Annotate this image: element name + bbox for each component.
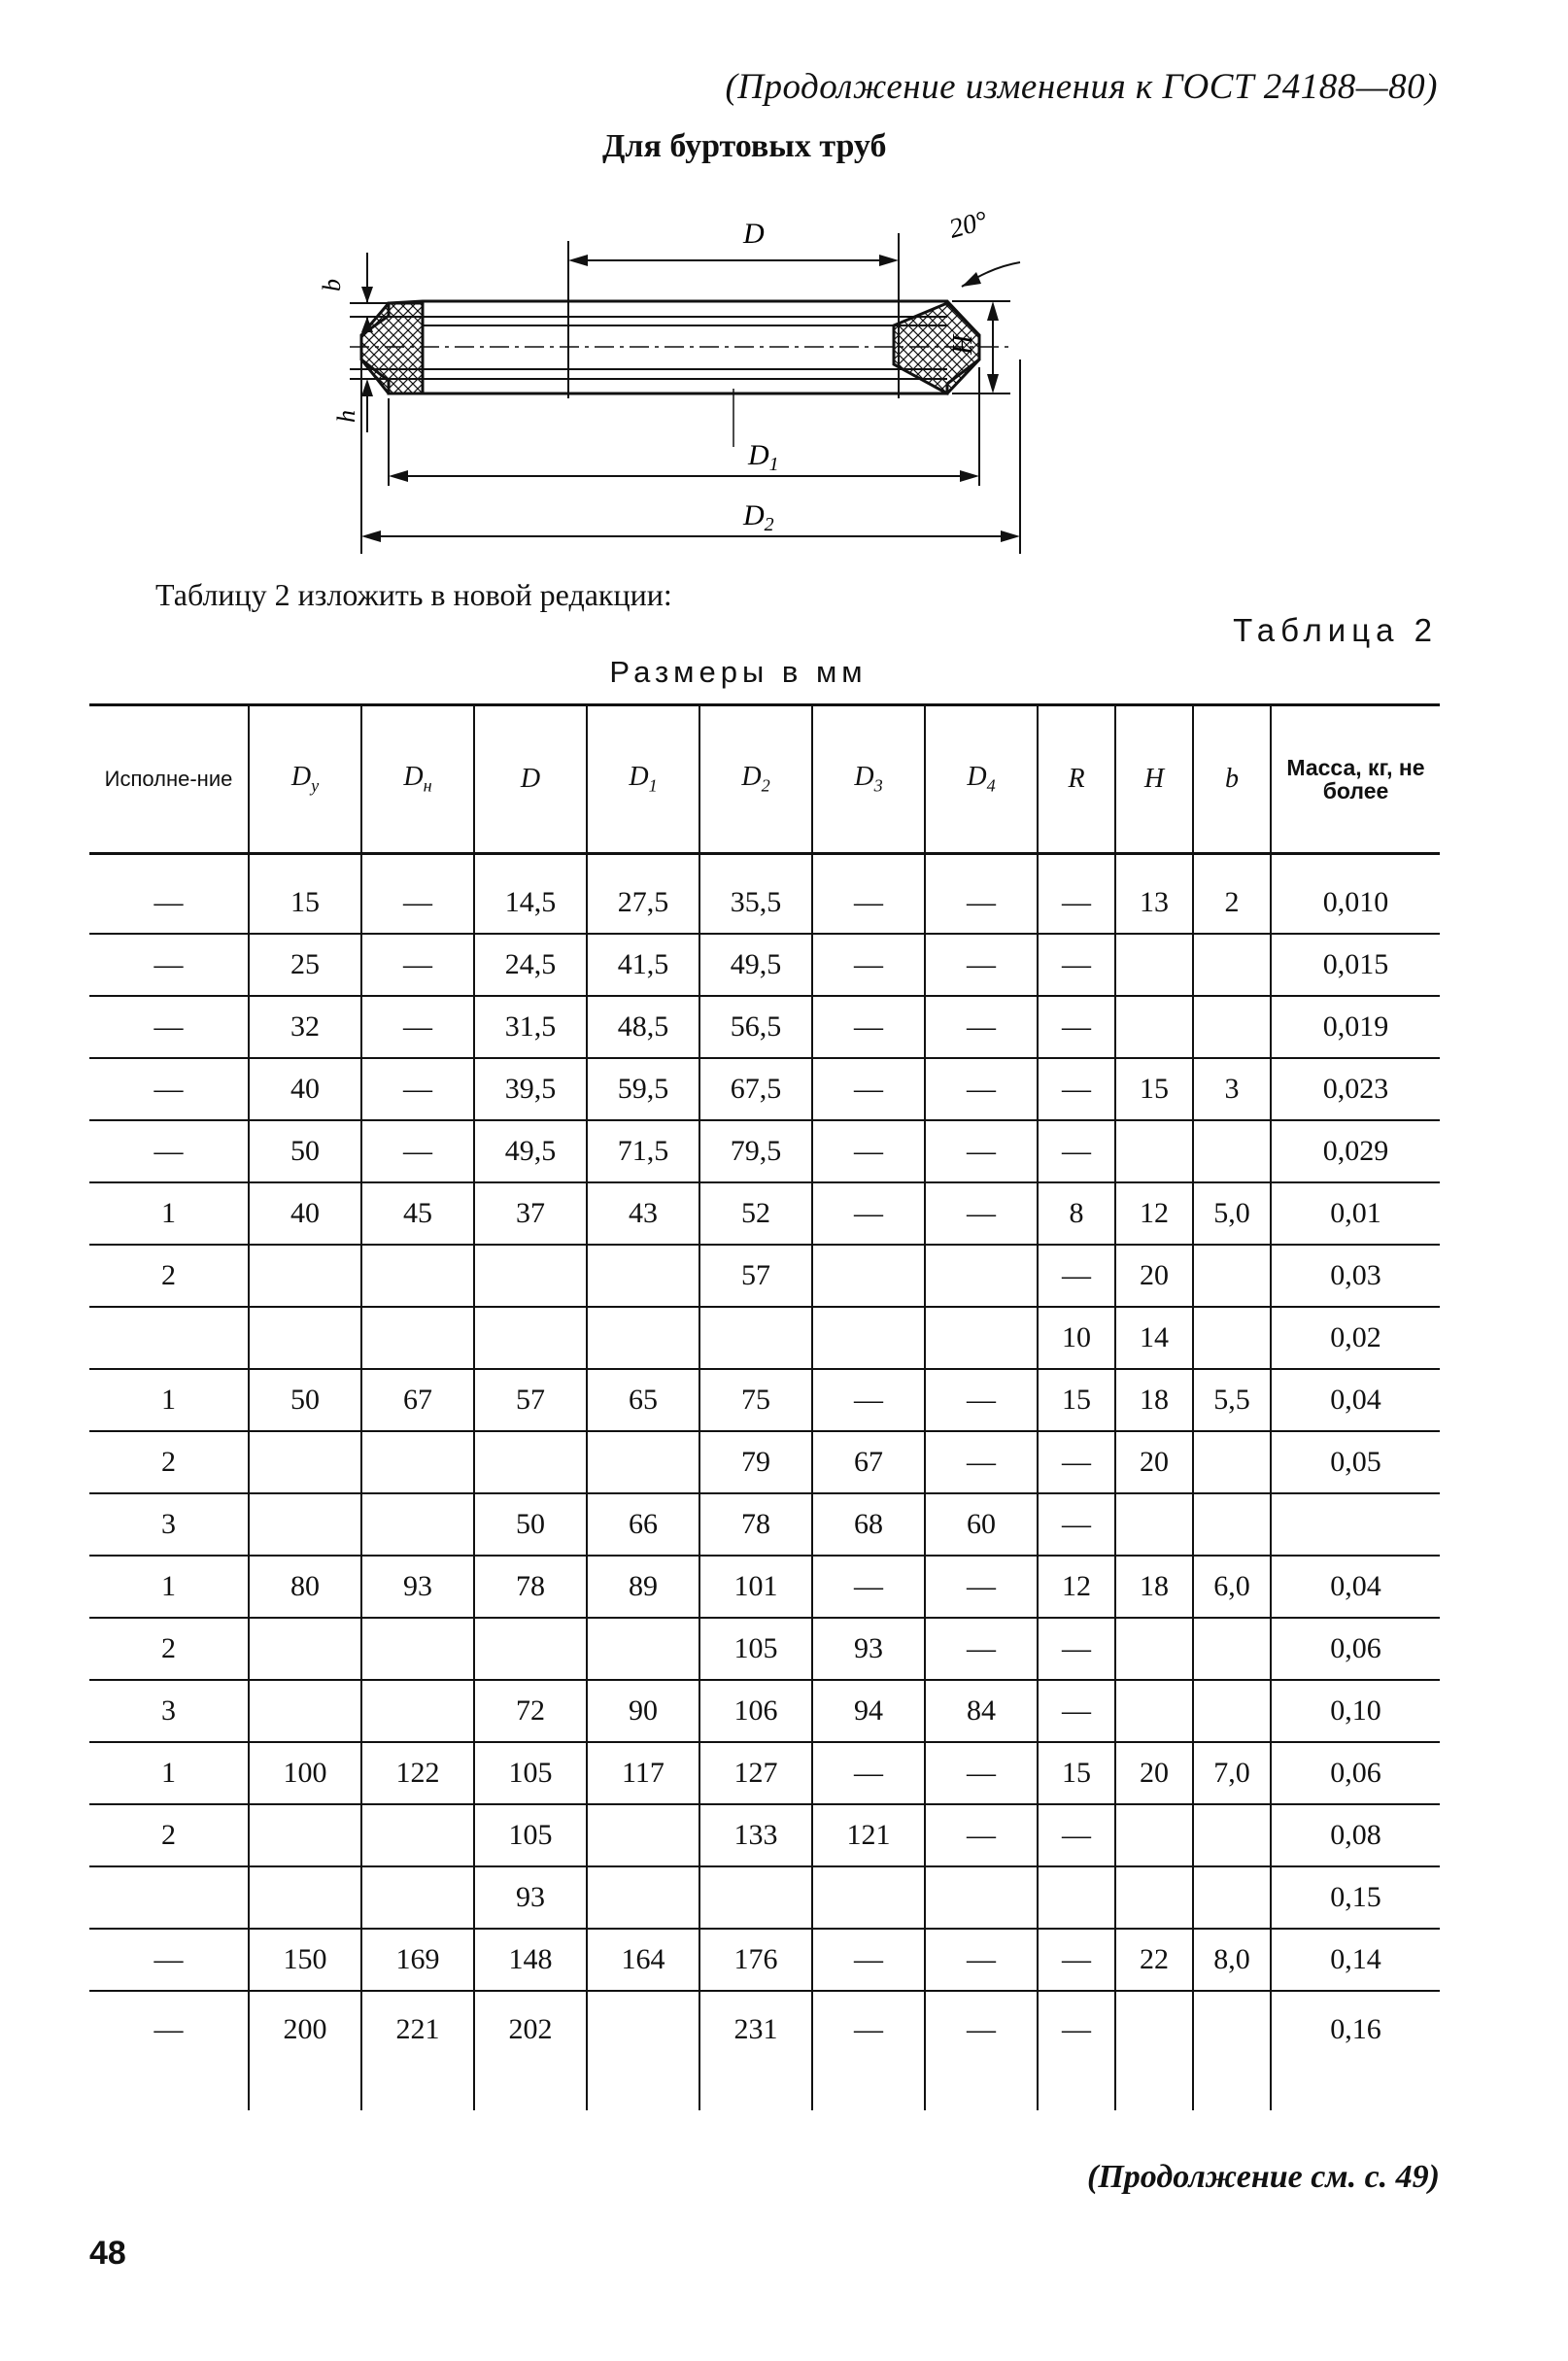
table-cell: — [1038,1245,1115,1307]
table-cell [1193,1245,1271,1307]
table-cell: — [153,2013,184,2045]
gasket-drawing [318,194,1127,573]
table-cell: 7,0 [1193,1742,1271,1804]
table-row [89,1804,1440,1866]
table-label: Таблица 2 [1233,612,1438,648]
table-cell [925,1866,1038,1929]
table-cell: 127 [699,1742,812,1804]
table-row [89,1929,1440,1991]
drawing-title: Для буртовых труб [602,128,887,164]
table-cell: 0,10 [1271,1680,1440,1742]
table-cell: — [925,854,1038,935]
table-cell: 150 [249,1929,361,1991]
table-row [89,1866,1440,1929]
table-cell: 45 [361,1182,474,1245]
table-cell [249,1866,361,1929]
table-cell: — [361,996,474,1058]
table-cell: 0,06 [1271,1618,1440,1680]
table-cell: 105 [699,1618,812,1680]
table-cell [249,1307,361,1369]
table-cell: 10 [1038,1307,1115,1369]
table-cell [1193,1431,1271,1493]
table-cell [587,1307,699,1369]
table-cell [1115,1618,1193,1680]
table-cell [1193,1804,1271,1866]
table-row [89,1058,1440,1120]
table-cell: 14,5 [474,854,587,935]
table-cell [1193,934,1271,996]
table-cell: — [89,854,249,935]
table-cell: 20 [1115,1245,1193,1307]
label-d2: $D_2$ [743,499,774,535]
table-cell: 105 [474,1742,587,1804]
header-d: D [474,705,587,854]
table-cell: — [1038,1991,1115,2110]
table-cell [1115,1120,1193,1182]
table-row [89,1120,1440,1182]
table-cell [1038,1866,1115,1929]
table-cell [1115,1866,1193,1929]
table-cell [1193,1120,1271,1182]
table-cell: 0,029 [1271,1120,1440,1182]
table-cell: 66 [587,1493,699,1556]
table-cell: 221 [361,1991,474,2110]
table-cell [1193,1680,1271,1742]
table-cell [361,1618,474,1680]
table-cell: 2 [89,1804,249,1866]
table-cell: 56,5 [699,996,812,1058]
table-row [89,996,1440,1058]
table-row [89,1307,1440,1369]
table-cell: — [812,1742,925,1804]
table-cell: — [812,1369,925,1431]
label-h: H [948,334,978,355]
header-b: b [1193,705,1271,854]
table-cell: 18 [1115,1369,1193,1431]
table-cell: 18 [1115,1556,1193,1618]
table-cell: 67 [361,1369,474,1431]
table-cell: 49,5 [474,1120,587,1182]
table-cell: 0,023 [1271,1058,1440,1120]
table-cell [812,1245,925,1307]
table-row [89,1182,1440,1245]
header-dn: $D_н$ [361,705,474,854]
table-cell: 71,5 [587,1120,699,1182]
table-cell: — [812,1120,925,1182]
table-cell: 105 [474,1804,587,1866]
header-d2: $D_2$ [699,705,812,854]
table-cell: 50 [474,1493,587,1556]
table-cell: 93 [361,1556,474,1618]
footer-continuation: (Продолжение см. с. 49) [1087,2159,1440,2195]
table-cell: 5,0 [1193,1182,1271,1245]
table-cell: 50 [249,1120,361,1182]
table-cell: 121 [812,1804,925,1866]
table-cell: 148 [474,1929,587,1991]
table-cell [1115,1680,1193,1742]
table-cell [361,1680,474,1742]
table-cell: — [925,1431,1038,1493]
table-cell: 0,01 [1271,1182,1440,1245]
table-cell: 3 [89,1680,249,1742]
table-cell: 15 [1038,1742,1115,1804]
table-cell [249,1245,361,1307]
table-cell: 231 [699,1991,812,2110]
table-cell: — [812,1929,925,1991]
table-cell: 49,5 [699,934,812,996]
table-cell: 22 [1115,1929,1193,1991]
table-row [89,854,1440,935]
table-cell: — [361,934,474,996]
table-cell [587,1804,699,1866]
table-row [89,1369,1440,1431]
table-cell: 0,14 [1271,1929,1440,1991]
table-cell [812,1307,925,1369]
table-cell [361,1804,474,1866]
table-cell: 43 [587,1182,699,1245]
table-cell [1193,1493,1271,1556]
table-cell [249,1618,361,1680]
table-cell: — [925,1991,1038,2110]
table-cell: 37 [474,1182,587,1245]
table-cell: 52 [699,1182,812,1245]
table-cell: 90 [587,1680,699,1742]
table-row [89,1618,1440,1680]
table-cell: 94 [812,1680,925,1742]
table-cell: 72 [474,1680,587,1742]
units-label: Размеры в мм [609,655,868,689]
table-cell: — [925,1556,1038,1618]
table-cell: — [925,934,1038,996]
table-cell: — [1038,1493,1115,1556]
table-cell: 2 [1193,854,1271,935]
label-b: b [318,279,346,291]
table-cell: 40 [249,1182,361,1245]
table-cell: 57 [699,1245,812,1307]
table-cell: 50 [249,1369,361,1431]
table-cell: — [89,1120,249,1182]
table-cell: — [1038,1680,1115,1742]
table-cell: — [812,934,925,996]
table-cell: 101 [699,1556,812,1618]
table-cell: — [89,1929,249,1991]
table-cell: 1 [89,1369,249,1431]
table-cell: 40 [249,1058,361,1120]
table-cell: 0,02 [1271,1307,1440,1369]
header-variant: Исполне-ние [89,705,249,854]
table-cell [474,1245,587,1307]
table-cell: 0,04 [1271,1556,1440,1618]
table-row [89,1742,1440,1804]
table-cell: 41,5 [587,934,699,996]
label-d1: $D_1$ [748,439,779,475]
table-cell: — [89,996,249,1058]
table-cell: 15 [1038,1369,1115,1431]
table-cell: — [812,1058,925,1120]
table-cell: 5,5 [1193,1369,1271,1431]
table-cell: 3 [1193,1058,1271,1120]
table-cell [89,1307,249,1369]
table-cell: — [925,1618,1038,1680]
table-cell [925,1245,1038,1307]
table-cell: — [925,1929,1038,1991]
table-cell: 68 [812,1493,925,1556]
table-cell: 106 [699,1680,812,1742]
table-cell: 6,0 [1193,1556,1271,1618]
table-cell: — [812,854,925,935]
table-header-row [89,705,1440,854]
table-cell: — [925,1058,1038,1120]
table-cell: 2 [89,1618,249,1680]
table-cell: — [361,854,474,935]
table-cell: 24,5 [474,934,587,996]
table-cell: 100 [249,1742,361,1804]
table-cell [361,1866,474,1929]
table-cell [89,1866,249,1929]
table-cell: — [89,934,249,996]
table-cell: 39,5 [474,1058,587,1120]
table-cell: 133 [699,1804,812,1866]
table-cell: 0,15 [1271,1866,1440,1929]
header-dy: $D_у$ [249,705,361,854]
table-cell [1115,1991,1193,2110]
table-cell [361,1431,474,1493]
table-cell [361,1493,474,1556]
table-cell: 35,5 [699,854,812,935]
table-cell: 3 [89,1493,249,1556]
table-cell: 79 [699,1431,812,1493]
table-cell: 1 [89,1182,249,1245]
table-cell: — [361,1058,474,1120]
table-cell: 15 [1115,1058,1193,1120]
table-cell: — [89,1058,249,1120]
table-cell: — [1038,1058,1115,1120]
header-r: R [1038,705,1115,854]
table-cell: 0,010 [1271,854,1440,935]
table-cell: — [1038,1431,1115,1493]
table-cell: 25 [249,934,361,996]
label-h-small: h [332,410,360,423]
table-row [89,1991,1440,2110]
header-d4: $D_4$ [925,705,1038,854]
table-cell [587,1618,699,1680]
table-cell: — [925,1369,1038,1431]
dimensions-table [89,703,1440,2110]
table-cell [249,1680,361,1742]
table-cell [1193,996,1271,1058]
table-cell: 20 [1115,1431,1193,1493]
table-cell: — [361,1120,474,1182]
table-cell: 78 [699,1493,812,1556]
page-number: 48 [89,2235,126,2272]
table-cell: 0,04 [1271,1369,1440,1431]
table-cell [361,1307,474,1369]
intro-text: Таблицу 2 изложить в новой редакции: [155,577,672,612]
table-cell: 0,019 [1271,996,1440,1058]
table-cell: 78 [474,1556,587,1618]
table-row [89,1556,1440,1618]
table-cell: 27,5 [587,854,699,935]
table-cell: 31,5 [474,996,587,1058]
table-cell: — [925,996,1038,1058]
table-cell [361,1245,474,1307]
table-row [89,1431,1440,1493]
table-cell: 2 [89,1431,249,1493]
table-cell: 8 [1038,1182,1115,1245]
table-cell [474,1618,587,1680]
table-row [89,1680,1440,1742]
table-cell: 60 [925,1493,1038,1556]
table-cell: 164 [587,1929,699,1991]
table-cell: 80 [249,1556,361,1618]
table-cell: 0,05 [1271,1431,1440,1493]
table-cell: 84 [925,1680,1038,1742]
table-cell: — [925,1182,1038,1245]
table-cell: 20 [1115,1742,1193,1804]
label-angle: 20° [945,205,991,245]
table-cell: 67,5 [699,1058,812,1120]
table-cell: 0,015 [1271,934,1440,996]
table-cell [249,1804,361,1866]
table-cell [249,1431,361,1493]
table-cell: 169 [361,1929,474,1991]
header-mass: Масса, кг, не более [1271,705,1440,854]
table-cell: 48,5 [587,996,699,1058]
table-cell [1193,1991,1271,2110]
table-cell: 15 [249,854,361,935]
table-cell: 122 [361,1742,474,1804]
table-cell: — [925,1120,1038,1182]
table-cell: 0,03 [1271,1245,1440,1307]
table-cell: — [925,1742,1038,1804]
table-cell [812,1866,925,1929]
table-cell [474,1307,587,1369]
table-cell: 14 [1115,1307,1193,1369]
table-row [89,1245,1440,1307]
table-cell: 13 [1115,854,1193,935]
table-cell [1193,1866,1271,1929]
table-cell: 117 [587,1742,699,1804]
table-cell: 75 [699,1369,812,1431]
table-cell [699,1307,812,1369]
table-cell: — [1038,1618,1115,1680]
table-cell: — [1038,1120,1115,1182]
table-cell: — [1038,996,1115,1058]
table-cell: 89 [587,1556,699,1618]
table-cell: 93 [812,1618,925,1680]
table-cell: — [812,1991,925,2110]
table-cell [1115,1804,1193,1866]
table-cell: — [812,1556,925,1618]
table-cell: — [812,996,925,1058]
table-cell [587,1245,699,1307]
table-cell: 1 [89,1556,249,1618]
table-cell: 200 [249,1991,361,2110]
table-cell: 2 [89,1245,249,1307]
table-cell [925,1307,1038,1369]
table-cell [474,1431,587,1493]
header-d1: $D_1$ [587,705,699,854]
table-cell: 1 [89,1742,249,1804]
table-cell: 59,5 [587,1058,699,1120]
table-cell: 12 [1115,1182,1193,1245]
table-cell: — [1038,854,1115,935]
table-cell: 202 [474,1991,587,2110]
table-cell [1115,996,1193,1058]
table-cell: — [1038,1929,1115,1991]
table-cell: 12 [1038,1556,1115,1618]
table-cell [587,1866,699,1929]
table-cell: 32 [249,996,361,1058]
header-h: H [1115,705,1193,854]
table-cell [1193,1307,1271,1369]
table-cell: — [925,1804,1038,1866]
table-cell [587,1431,699,1493]
table-row [89,934,1440,996]
header-d3: $D_3$ [812,705,925,854]
label-d: D [743,218,765,250]
table-cell [249,1493,361,1556]
table-cell: 0,06 [1271,1742,1440,1804]
table-cell [1193,1618,1271,1680]
table-cell: 8,0 [1193,1929,1271,1991]
table-cell: — [812,1182,925,1245]
table-cell [1115,934,1193,996]
table-cell: 176 [699,1929,812,1991]
table-cell [1115,1493,1193,1556]
table-cell [699,1866,812,1929]
table-cell: 79,5 [699,1120,812,1182]
table-cell: 0,16 [1271,1991,1440,2110]
header-continuation: (Продолжение изменения к ГОСТ 24188—80) [725,67,1438,107]
table-cell: — [1038,1804,1115,1866]
table-cell: 67 [812,1431,925,1493]
table-cell: 65 [587,1369,699,1431]
table-cell: — [1038,934,1115,996]
table-cell [1271,1493,1440,1556]
table-cell: 0,08 [1271,1804,1440,1866]
table-row [89,1493,1440,1556]
table-cell: 93 [474,1866,587,1929]
table-cell [587,1991,699,2110]
table-cell: 57 [474,1369,587,1431]
